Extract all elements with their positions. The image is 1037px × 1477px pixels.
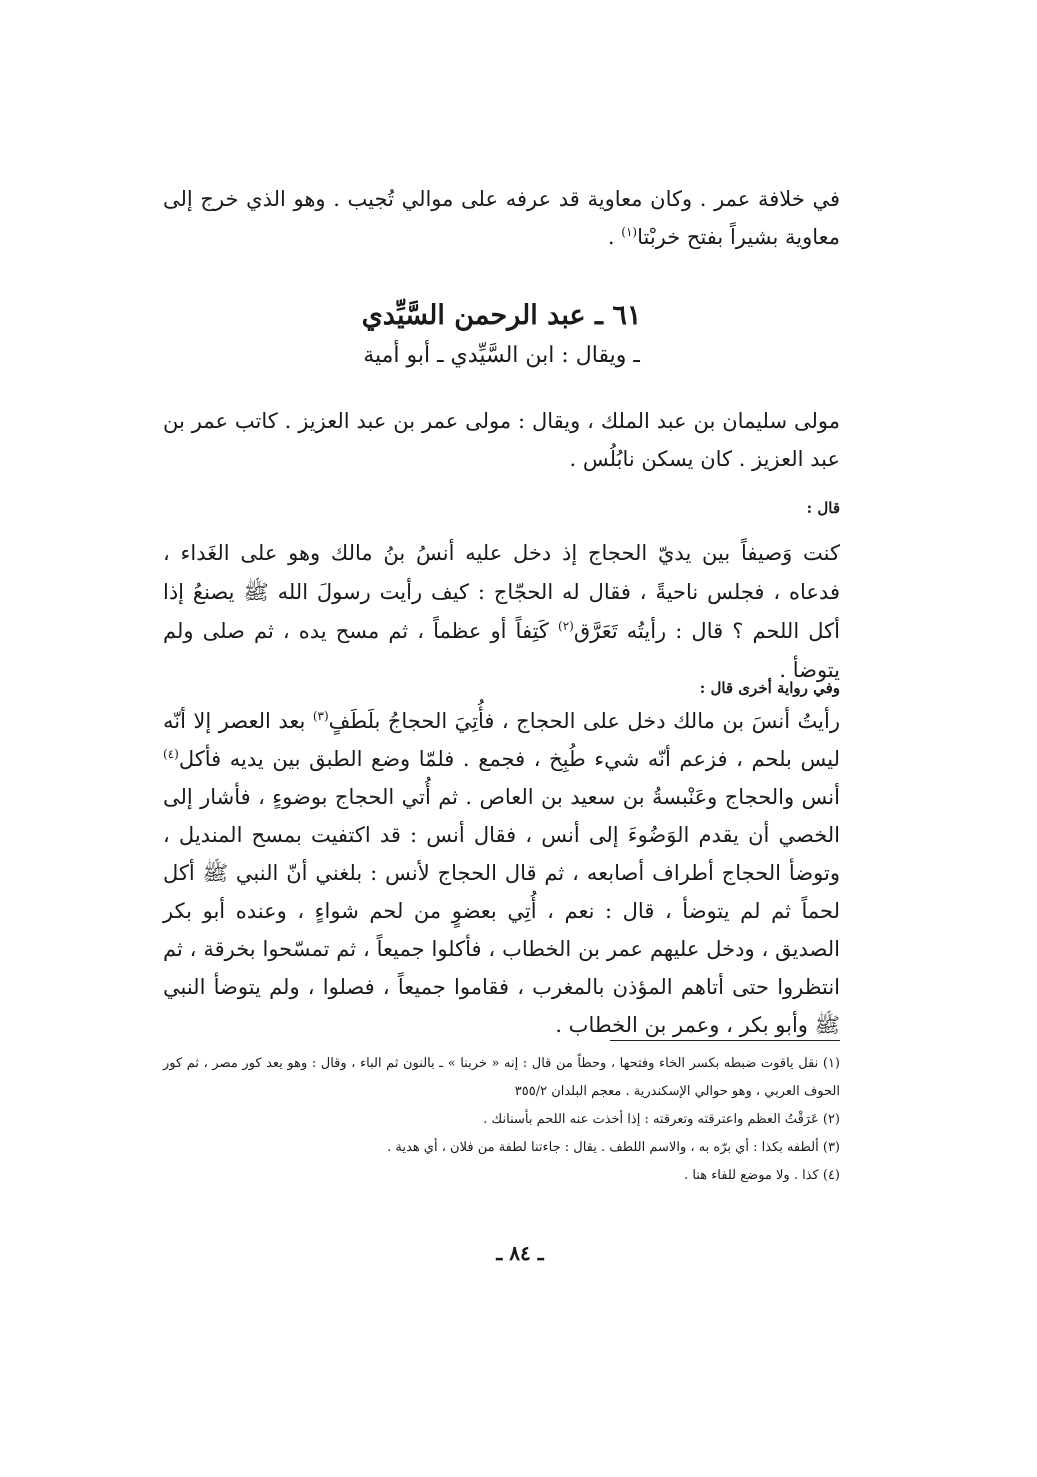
entry-subtitle: ـ ويقال : ابن السَّيِّدي ـ أبو أمية [363,343,640,368]
narration-2-text-a: رأيتُ أنسَ بن مالك دخل على الحجاج ، فأُتِيَ الحجاجُ بلَطَفٍ [328,709,840,733]
footnote-4: (٤) كذا . ولا موضع للفاء هنا . [684,1168,840,1183]
intro-text: في خلافة عمر . وكان معاوية قد عرفه على موالي تُجيب . وهو الذي خرج إلى معاوية بشيراً بفتح خربْتا [163,187,840,249]
narration-1-paragraph [163,534,840,690]
footnotes [163,1050,840,1190]
narration-2-paragraph [163,702,840,1044]
narration-1-text-end: كَتِفاً أو عظماً ، ثم مسح يده ، ثم صلى ولم يتوضأ . [163,619,840,682]
footnote-ref-1: (١) [621,225,638,239]
intro-tail: . [607,225,622,249]
footnote-1: (١) نقل ياقوت ضبطه بكسر الخاء وفتحها ، وحطاً من قال : إنه « خربنا » ـ بالنون ثم الباء ، وقال : وهو يعد كور مصر ، ثم كور الحوف العربي ، وهو حوالي الإسكندرية . معجم البلدان ٣٥٥/٢ [163,1056,840,1099]
footnote-2: (٢) عَرَقْتُ العظم واعترقته وتعرقته : إذا أخذت عنه اللحم بأسنانك . [483,1112,840,1127]
narration-2-text-b: بعد العصر إلا أنّه ليس بلحم ، فزعم أنّه شيء طُبِخ ، فجمع . فلمّا وضع الطبق بين يديه فأكل [163,709,840,771]
bio-paragraph: مولى سليمان بن عبد الملك ، ويقال : مولى عمر بن عبد العزيز . كاتب عمر بن عبد العزيز . كان يسكن نابُلُس . [163,409,840,471]
narration-2-text-c: أنس والحجاج وعَنْبسةُ بن سعيد بن العاص . ثم أُتي الحجاج بوضوءٍ ، فأشار إلى الخصي أن يقدم الوَضُوءَ إلى أنس ، فقال أنس : قد اكتفيت بمسح المنديل ، وتوضأ الحجاج أطراف أصابعه ، ثم قال الحجاج لأنس : بلغني أنّ النبي ﷺ أكل لحماً ثم لم يتوضأ ، قال : نعم ، أُتِي بعضوٍ من لحم شواءٍ ، وعنده أبو بكر الصديق ، ودخل عليهم عمر بن الخطاب ، فأكلوا جميعاً ، ثم تمسّحوا بخرقة ، ثم انتظروا حتى أتاهم المؤذن بالمغرب ، فقاموا جميعاً ، فصلوا ، ولم يتوضأ النبي ﷺ وأبو بكر ، وعمر بن الخطاب . [163,785,840,1037]
footnote-divider [610,1040,840,1041]
entry-title: ٦١ ـ عبد الرحمن السَّيِّدي [361,300,642,331]
intro-paragraph [163,180,840,256]
footnote-ref-3: (٣) [312,709,329,723]
footnote-ref-4: (٤) [163,747,179,761]
narration-1-label: قال : [806,499,840,517]
narration-2-label: وفي رواية أخرى قال : [699,679,840,697]
narration-1-text: كنت وَصيفاً بين يديّ الحجاج إذ دخل عليه أنسُ بنُ مالك وهو على الغَداء ، فدعاه ، فجلس ناحيةً ، فقال له الحجّاج : كيف رأيت رسولَ الله ﷺ يصنعُ إذا أكل اللحم ؟ قال : رأيتُه تَعَرَّق [163,541,840,643]
footnote-3: (٣) ألطفه بكذا : أي برّه به ، والاسم اللطف . يقال : جاءتنا لطفة من فلان ، أي هدية . [387,1140,840,1155]
page-number: ـ ٨٤ ـ [496,1241,544,1265]
footnote-ref-2: (٢) [558,619,574,633]
